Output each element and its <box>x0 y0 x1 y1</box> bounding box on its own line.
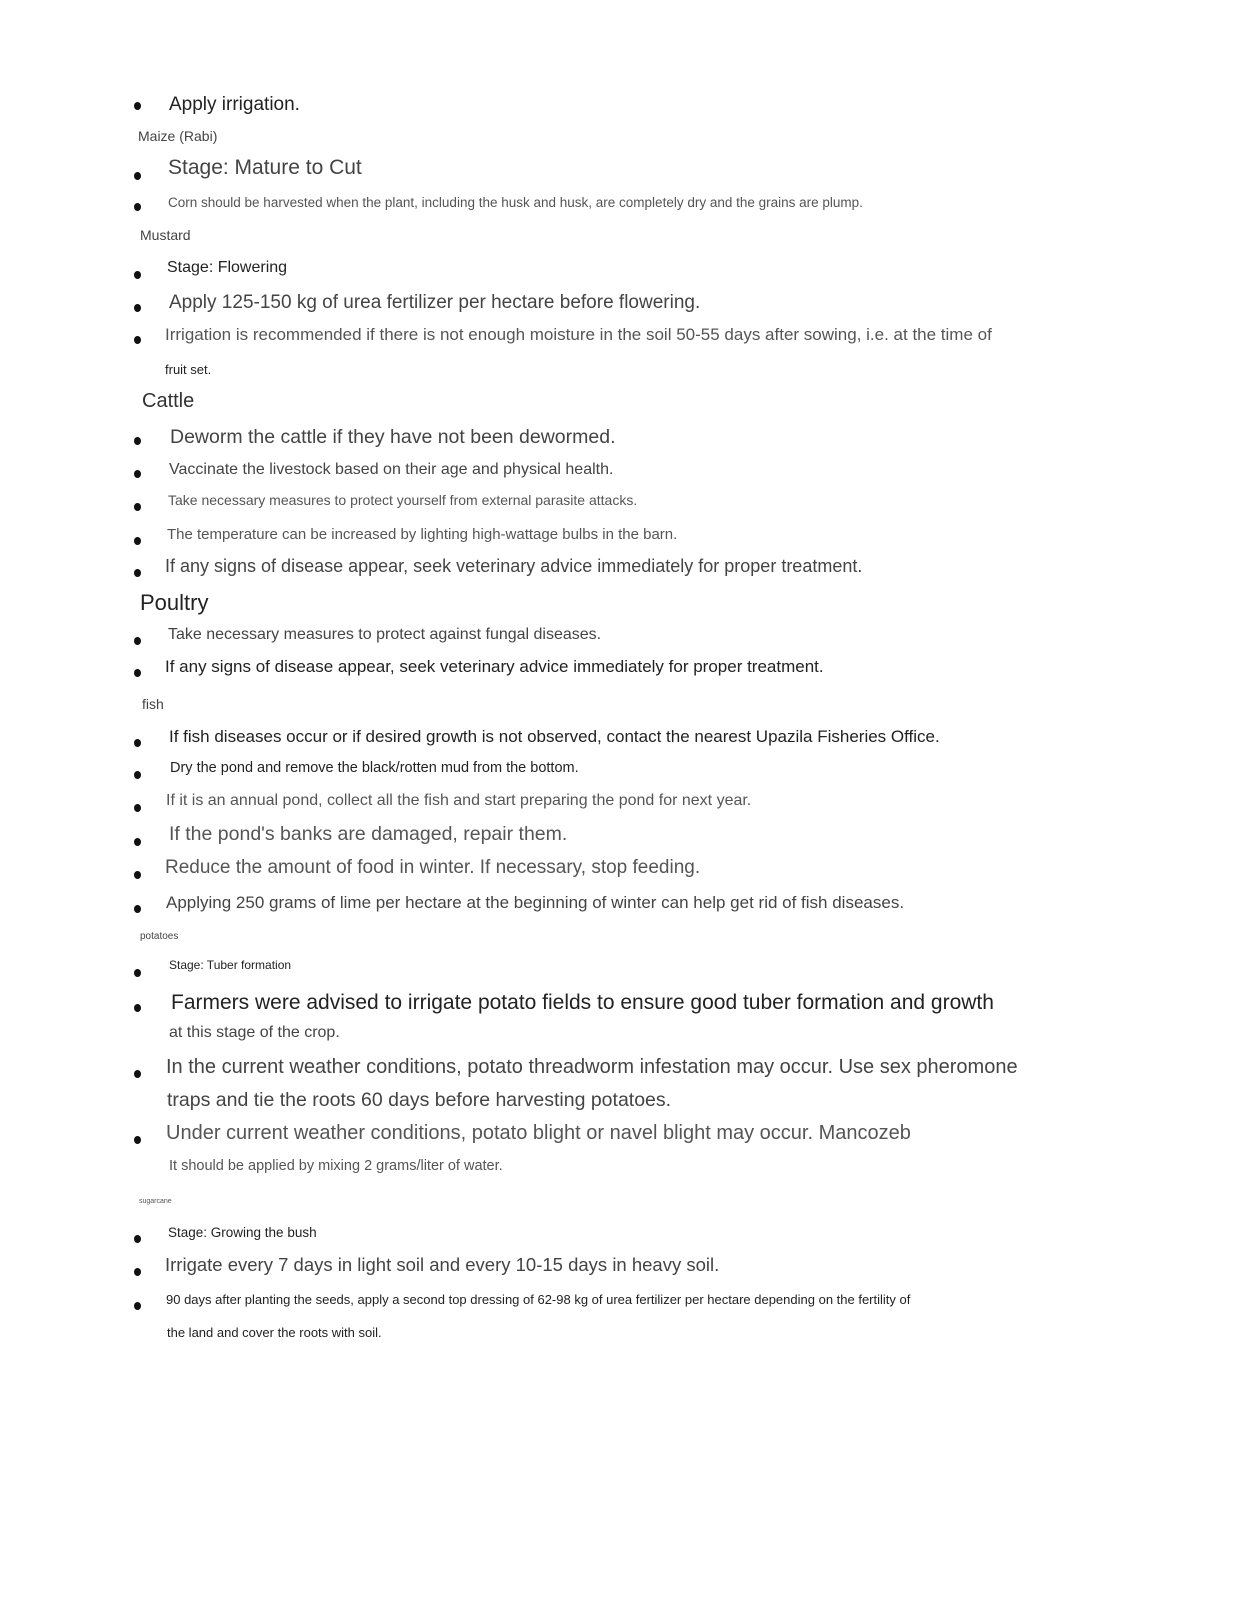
bullet-marker <box>134 172 141 180</box>
bullet-marker <box>134 669 141 677</box>
list-item: Corn should be harvested when the plant, including the husk and husk, are completely dry and the grains are plump. <box>168 195 863 210</box>
bullet-marker <box>134 437 141 445</box>
list-item: If any signs of disease appear, seek veterinary advice immediately for proper treatment. <box>165 556 863 576</box>
list-item-continuation: at this stage of the crop. <box>169 1024 340 1041</box>
section-heading-poultry: Poultry <box>140 590 209 615</box>
section-heading-sugarcane: sugarcane <box>139 1198 172 1205</box>
list-item: Stage: Flowering <box>167 259 288 276</box>
list-item: 90 days after planting the seeds, apply a second top dressing of 62-98 kg of urea fertilizer per hectare depending on the fertility of <box>166 1292 911 1307</box>
list-item: Deworm the cattle if they have not been dewormed. <box>170 426 616 448</box>
bullet-marker <box>134 804 141 812</box>
bullet-marker <box>134 470 141 478</box>
list-item: If the pond's banks are damaged, repair them. <box>169 823 568 845</box>
bullet-marker <box>134 905 141 913</box>
list-item: The temperature can be increased by lighting high-wattage bulbs in the barn. <box>167 526 678 543</box>
list-item: Apply irrigation. <box>169 94 300 115</box>
bullet-marker <box>134 1070 141 1078</box>
list-item: Apply 125-150 kg of urea fertilizer per hectare before flowering. <box>169 292 701 313</box>
list-item: Under current weather conditions, potato blight or navel blight may occur. Mancozeb <box>166 1122 911 1144</box>
bullet-marker <box>134 1235 141 1243</box>
list-item: Stage: Mature to Cut <box>168 156 362 179</box>
list-item-continuation: the land and cover the roots with soil. <box>167 1325 382 1340</box>
list-item-continuation: It should be applied by mixing 2 grams/liter of water. <box>169 1158 503 1174</box>
list-item: In the current weather conditions, potato threadworm infestation may occur. Use sex pheromone <box>166 1056 1018 1078</box>
bullet-marker <box>134 336 141 344</box>
bullet-marker <box>134 969 141 977</box>
bullet-marker <box>134 1136 141 1144</box>
list-item: Reduce the amount of food in winter. If necessary, stop feeding. <box>165 857 701 878</box>
bullet-marker <box>134 537 141 545</box>
list-item: Irrigate every 7 days in light soil and every 10-15 days in heavy soil. <box>165 1254 720 1275</box>
section-heading-maize: Maize (Rabi) <box>138 128 218 144</box>
list-item: Farmers were advised to irrigate potato fields to ensure good tuber formation and growth <box>171 991 994 1014</box>
list-item: Dry the pond and remove the black/rotten mud from the bottom. <box>170 760 579 776</box>
bullet-marker <box>134 569 141 577</box>
bullet-marker <box>134 739 141 747</box>
list-item: Applying 250 grams of lime per hectare at the beginning of winter can help get rid of fish diseases. <box>166 893 905 912</box>
bullet-marker <box>134 838 141 846</box>
bullet-marker <box>134 503 141 511</box>
section-heading-fish: fish <box>142 696 164 712</box>
bullet-marker <box>134 771 141 779</box>
list-item: Vaccinate the livestock based on their age and physical health. <box>169 461 614 478</box>
bullet-marker <box>134 1004 141 1012</box>
list-item: Stage: Tuber formation <box>169 958 292 972</box>
list-item-continuation: fruit set. <box>165 362 212 377</box>
list-item: If any signs of disease appear, seek veterinary advice immediately for proper treatment. <box>165 657 824 676</box>
bullet-marker <box>134 102 141 110</box>
bullet-marker <box>134 637 141 645</box>
bullet-marker <box>134 871 141 879</box>
list-item: Take necessary measures to protect against fungal diseases. <box>168 626 602 643</box>
bullet-marker <box>134 1268 141 1276</box>
list-item-continuation: traps and tie the roots 60 days before harvesting potatoes. <box>167 1089 672 1111</box>
bullet-marker <box>134 1302 141 1310</box>
section-heading-mustard: Mustard <box>140 227 191 243</box>
section-heading-cattle: Cattle <box>142 390 195 412</box>
list-item: Take necessary measures to protect yourself from external parasite attacks. <box>168 492 638 508</box>
list-item: If fish diseases occur or if desired growth is not observed, contact the nearest Upazila Fisheries Office. <box>169 727 940 746</box>
list-item: Stage: Growing the bush <box>168 1225 317 1240</box>
list-item: If it is an annual pond, collect all the fish and start preparing the pond for next year. <box>166 792 752 809</box>
bullet-marker <box>134 203 141 211</box>
bullet-marker <box>134 304 141 312</box>
list-item: Irrigation is recommended if there is not enough moisture in the soil 50-55 days after sowing, i.e. at the time of <box>165 325 992 344</box>
section-heading-potatoes: potatoes <box>140 931 179 942</box>
bullet-marker <box>134 271 141 279</box>
